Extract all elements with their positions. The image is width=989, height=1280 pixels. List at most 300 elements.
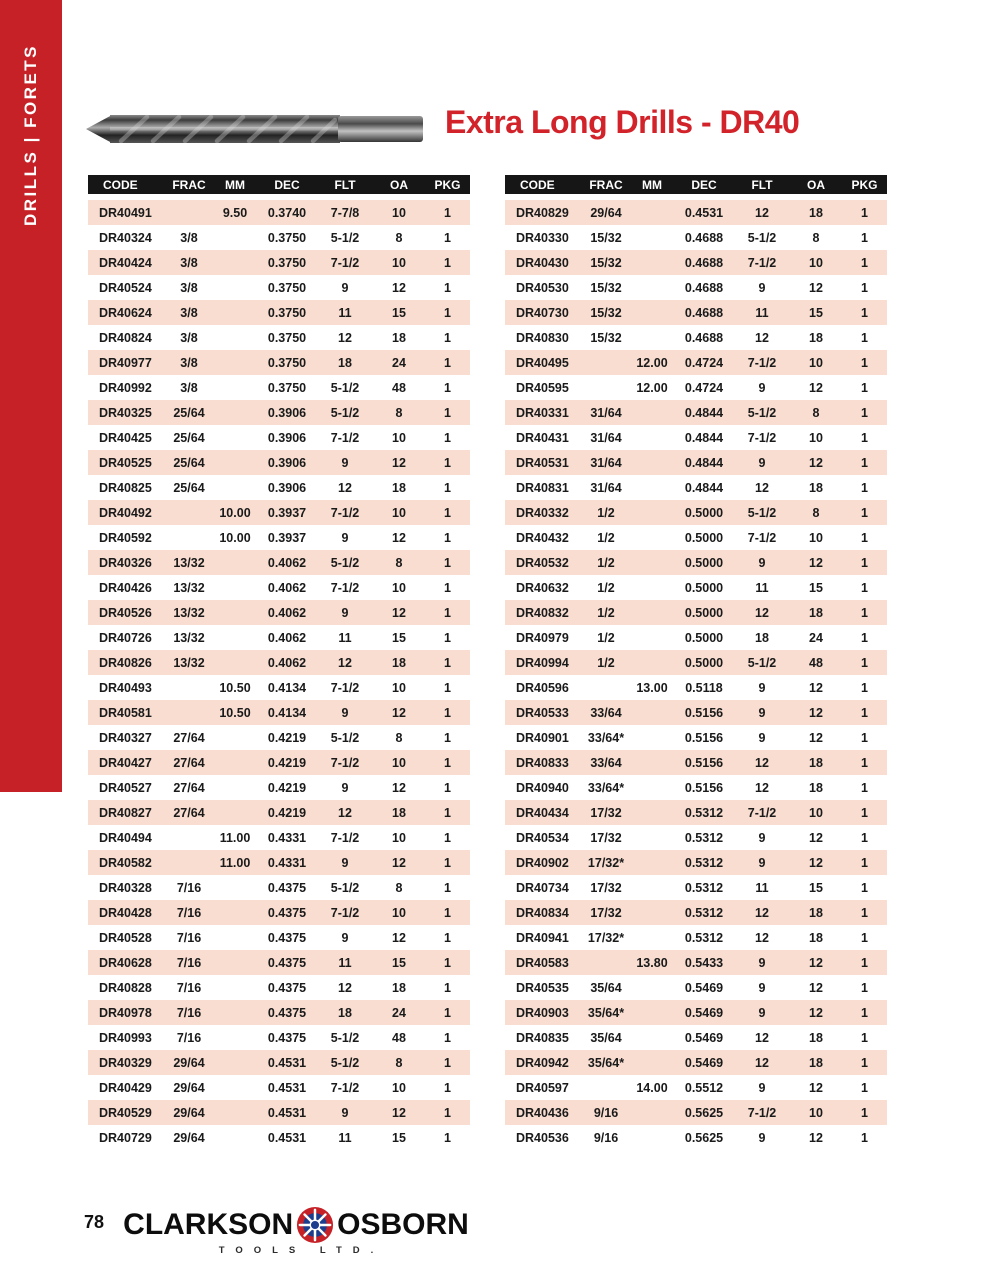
cell-dec: 0.4375 <box>257 950 317 975</box>
cell-frac: 1/2 <box>582 550 630 575</box>
cell-dec: 0.4062 <box>257 650 317 675</box>
cell-flt: 12 <box>734 200 790 225</box>
cell-pkg: 1 <box>842 1000 887 1025</box>
table-row <box>88 225 470 250</box>
cell-pkg: 1 <box>425 350 470 375</box>
cell-pkg: 1 <box>842 575 887 600</box>
cell-oa: 12 <box>790 825 842 850</box>
table-row <box>505 450 887 475</box>
table-row <box>88 525 470 550</box>
cell-frac: 17/32 <box>582 900 630 925</box>
cell-mm <box>213 1100 257 1125</box>
cell-flt: 12 <box>317 325 373 350</box>
cell-mm <box>213 1125 257 1150</box>
cell-dec: 0.3750 <box>257 325 317 350</box>
cell-flt: 9 <box>317 450 373 475</box>
cell-code: DR40940 <box>505 775 582 800</box>
cell-mm <box>213 650 257 675</box>
cell-flt: 11 <box>317 950 373 975</box>
cell-oa: 24 <box>373 1000 425 1025</box>
cell-flt: 9 <box>734 675 790 700</box>
table-row <box>88 500 470 525</box>
cell-dec: 0.3937 <box>257 525 317 550</box>
cell-flt: 11 <box>734 300 790 325</box>
cell-oa: 10 <box>373 250 425 275</box>
cell-code: DR40835 <box>505 1025 582 1050</box>
table-row <box>505 875 887 900</box>
cell-dec: 0.4062 <box>257 575 317 600</box>
cell-pkg: 1 <box>425 250 470 275</box>
table-row <box>505 750 887 775</box>
cell-code: DR40596 <box>505 675 582 700</box>
cell-oa: 18 <box>373 975 425 1000</box>
cell-code: DR40492 <box>88 500 165 525</box>
cell-pkg: 1 <box>842 875 887 900</box>
cell-flt: 9 <box>317 850 373 875</box>
cell-dec: 0.4531 <box>257 1050 317 1075</box>
cell-dec: 0.5312 <box>674 900 734 925</box>
cell-frac: 7/16 <box>165 1000 213 1025</box>
cell-mm <box>213 750 257 775</box>
logo-tools-ltd: TOOLS LTD. <box>218 1245 385 1256</box>
cell-frac: 27/64 <box>165 775 213 800</box>
cell-oa: 12 <box>790 275 842 300</box>
cell-frac <box>165 525 213 550</box>
cell-dec: 0.4219 <box>257 725 317 750</box>
cell-flt: 7-1/2 <box>734 525 790 550</box>
cell-code: DR40535 <box>505 975 582 1000</box>
cell-pkg: 1 <box>842 800 887 825</box>
cell-frac: 3/8 <box>165 350 213 375</box>
cell-dec: 0.3750 <box>257 350 317 375</box>
table-row <box>505 325 887 350</box>
table-row <box>88 400 470 425</box>
cell-pkg: 1 <box>842 600 887 625</box>
cell-code: DR40494 <box>88 825 165 850</box>
cell-pkg: 1 <box>425 975 470 1000</box>
cell-dec: 0.5156 <box>674 750 734 775</box>
cell-dec: 0.4531 <box>257 1075 317 1100</box>
cell-dec: 0.4724 <box>674 375 734 400</box>
cell-pkg: 1 <box>842 775 887 800</box>
cell-flt: 7-1/2 <box>317 1075 373 1100</box>
cell-code: DR40993 <box>88 1025 165 1050</box>
cell-flt: 12 <box>734 900 790 925</box>
cell-oa: 18 <box>790 900 842 925</box>
cell-oa: 8 <box>373 875 425 900</box>
cell-mm <box>630 600 674 625</box>
cell-code: DR40726 <box>88 625 165 650</box>
cell-pkg: 1 <box>842 475 887 500</box>
cell-pkg: 1 <box>842 850 887 875</box>
cell-pkg: 1 <box>842 325 887 350</box>
cell-code: DR40332 <box>505 500 582 525</box>
cell-mm <box>213 600 257 625</box>
cell-dec: 0.3750 <box>257 300 317 325</box>
cell-code: DR40428 <box>88 900 165 925</box>
cell-mm <box>630 625 674 650</box>
cell-oa: 12 <box>373 850 425 875</box>
table-row <box>505 825 887 850</box>
column-header-dec: DEC <box>257 175 317 200</box>
cell-code: DR40824 <box>88 325 165 350</box>
cell-frac: 9/16 <box>582 1125 630 1150</box>
cell-mm <box>213 875 257 900</box>
cell-flt: 12 <box>734 600 790 625</box>
gear-emblem-icon <box>296 1206 334 1244</box>
cell-mm <box>630 1050 674 1075</box>
cell-oa: 12 <box>790 375 842 400</box>
cell-pkg: 1 <box>842 375 887 400</box>
cell-dec: 0.5000 <box>674 625 734 650</box>
table-row <box>88 700 470 725</box>
cell-mm <box>213 1050 257 1075</box>
cell-dec: 0.5000 <box>674 550 734 575</box>
cell-pkg: 1 <box>425 900 470 925</box>
cell-frac: 25/64 <box>165 400 213 425</box>
cell-code: DR40624 <box>88 300 165 325</box>
column-header-oa: OA <box>790 175 842 200</box>
cell-pkg: 1 <box>425 625 470 650</box>
cell-oa: 10 <box>790 350 842 375</box>
cell-frac: 15/32 <box>582 250 630 275</box>
cell-pkg: 1 <box>425 475 470 500</box>
cell-dec: 0.3750 <box>257 250 317 275</box>
cell-oa: 18 <box>790 1050 842 1075</box>
cell-frac: 29/64 <box>165 1125 213 1150</box>
cell-flt: 5-1/2 <box>317 400 373 425</box>
cell-frac: 33/64* <box>582 725 630 750</box>
cell-frac: 35/64 <box>582 1025 630 1050</box>
cell-frac: 31/64 <box>582 475 630 500</box>
column-header-flt: FLT <box>734 175 790 200</box>
cell-flt: 9 <box>734 850 790 875</box>
cell-pkg: 1 <box>842 1100 887 1125</box>
cell-mm <box>213 475 257 500</box>
cell-flt: 9 <box>734 550 790 575</box>
cell-flt: 11 <box>734 575 790 600</box>
cell-mm <box>213 950 257 975</box>
table-row <box>88 350 470 375</box>
table-row <box>505 1000 887 1025</box>
cell-code: DR40424 <box>88 250 165 275</box>
cell-oa: 8 <box>790 500 842 525</box>
cell-flt: 9 <box>734 725 790 750</box>
cell-flt: 9 <box>734 275 790 300</box>
cell-mm <box>630 875 674 900</box>
cell-dec: 0.5469 <box>674 975 734 1000</box>
cell-frac <box>582 350 630 375</box>
cell-oa: 24 <box>790 625 842 650</box>
cell-dec: 0.3937 <box>257 500 317 525</box>
table-row <box>505 575 887 600</box>
cell-frac: 31/64 <box>582 400 630 425</box>
cell-flt: 7-1/2 <box>734 1100 790 1125</box>
table-row <box>505 425 887 450</box>
cell-oa: 10 <box>373 200 425 225</box>
cell-pkg: 1 <box>842 675 887 700</box>
cell-frac: 13/32 <box>165 600 213 625</box>
cell-mm: 14.00 <box>630 1075 674 1100</box>
cell-frac: 33/64 <box>582 700 630 725</box>
cell-flt: 9 <box>317 775 373 800</box>
column-header-oa: OA <box>373 175 425 200</box>
cell-pkg: 1 <box>425 875 470 900</box>
cell-mm <box>630 425 674 450</box>
cell-dec: 0.5469 <box>674 1050 734 1075</box>
table-header-row <box>505 175 887 200</box>
cell-code: DR40941 <box>505 925 582 950</box>
cell-oa: 18 <box>790 200 842 225</box>
cell-flt: 7-1/2 <box>734 425 790 450</box>
cell-oa: 12 <box>790 675 842 700</box>
cell-pkg: 1 <box>842 950 887 975</box>
cell-oa: 12 <box>790 975 842 1000</box>
cell-frac: 27/64 <box>165 725 213 750</box>
cell-oa: 12 <box>790 550 842 575</box>
cell-oa: 12 <box>790 1125 842 1150</box>
cell-code: DR40526 <box>88 600 165 625</box>
cell-frac <box>165 200 213 225</box>
cell-mm <box>630 925 674 950</box>
cell-oa: 15 <box>373 300 425 325</box>
cell-mm <box>213 625 257 650</box>
cell-code: DR40828 <box>88 975 165 1000</box>
cell-code: DR40426 <box>88 575 165 600</box>
column-header-mm: MM <box>213 175 257 200</box>
cell-frac: 29/64 <box>165 1075 213 1100</box>
table-row <box>505 850 887 875</box>
table-row <box>505 775 887 800</box>
cell-pkg: 1 <box>425 450 470 475</box>
cell-dec: 0.4688 <box>674 275 734 300</box>
cell-oa: 12 <box>373 1100 425 1125</box>
cell-frac: 33/64 <box>582 750 630 775</box>
cell-code: DR40829 <box>505 200 582 225</box>
cell-frac: 1/2 <box>582 525 630 550</box>
cell-flt: 9 <box>734 1125 790 1150</box>
cell-dec: 0.4688 <box>674 325 734 350</box>
cell-mm <box>213 400 257 425</box>
page-title: Extra Long Drills - DR40 <box>445 104 800 140</box>
cell-dec: 0.5156 <box>674 700 734 725</box>
cell-code: DR40331 <box>505 400 582 425</box>
cell-flt: 12 <box>734 775 790 800</box>
cell-code: DR40528 <box>88 925 165 950</box>
cell-code: DR40831 <box>505 475 582 500</box>
cell-code: DR40329 <box>88 1050 165 1075</box>
cell-dec: 0.4688 <box>674 250 734 275</box>
cell-mm <box>630 325 674 350</box>
cell-frac: 13/32 <box>165 625 213 650</box>
cell-dec: 0.4844 <box>674 450 734 475</box>
cell-pkg: 1 <box>425 400 470 425</box>
table-row <box>88 1125 470 1150</box>
cell-mm <box>213 275 257 300</box>
cell-flt: 12 <box>317 650 373 675</box>
cell-frac: 3/8 <box>165 250 213 275</box>
cell-code: DR40903 <box>505 1000 582 1025</box>
cell-flt: 7-1/2 <box>317 500 373 525</box>
cell-mm <box>213 425 257 450</box>
cell-mm <box>213 350 257 375</box>
table-row <box>88 725 470 750</box>
cell-pkg: 1 <box>425 725 470 750</box>
cell-mm <box>630 400 674 425</box>
cell-flt: 7-1/2 <box>734 250 790 275</box>
cell-mm <box>213 450 257 475</box>
cell-dec: 0.5000 <box>674 575 734 600</box>
cell-flt: 9 <box>317 700 373 725</box>
cell-mm <box>213 925 257 950</box>
cell-dec: 0.4134 <box>257 700 317 725</box>
cell-mm <box>630 200 674 225</box>
cell-dec: 0.5625 <box>674 1100 734 1125</box>
cell-code: DR40583 <box>505 950 582 975</box>
table-row <box>88 625 470 650</box>
table-row <box>88 425 470 450</box>
cell-dec: 0.5000 <box>674 525 734 550</box>
cell-oa: 12 <box>373 525 425 550</box>
cell-flt: 5-1/2 <box>734 225 790 250</box>
cell-code: DR40978 <box>88 1000 165 1025</box>
cell-dec: 0.4375 <box>257 875 317 900</box>
cell-mm: 10.00 <box>213 500 257 525</box>
cell-dec: 0.5469 <box>674 1000 734 1025</box>
cell-flt: 9 <box>317 525 373 550</box>
cell-mm: 10.50 <box>213 675 257 700</box>
cell-oa: 48 <box>373 1025 425 1050</box>
cell-frac: 27/64 <box>165 800 213 825</box>
cell-code: DR40582 <box>88 850 165 875</box>
cell-frac: 1/2 <box>582 600 630 625</box>
cell-oa: 10 <box>373 825 425 850</box>
cell-oa: 12 <box>373 450 425 475</box>
cell-mm <box>630 900 674 925</box>
table-row <box>505 1075 887 1100</box>
cell-frac <box>582 675 630 700</box>
cell-dec: 0.4375 <box>257 1025 317 1050</box>
cell-frac: 29/64 <box>165 1050 213 1075</box>
cell-pkg: 1 <box>425 700 470 725</box>
table-row <box>88 850 470 875</box>
cell-pkg: 1 <box>425 1050 470 1075</box>
cell-flt: 9 <box>734 950 790 975</box>
cell-dec: 0.3740 <box>257 200 317 225</box>
cell-pkg: 1 <box>425 325 470 350</box>
cell-oa: 24 <box>373 350 425 375</box>
cell-oa: 10 <box>373 750 425 775</box>
cell-pkg: 1 <box>425 1025 470 1050</box>
cell-oa: 10 <box>373 425 425 450</box>
table-row <box>88 325 470 350</box>
table-row <box>88 600 470 625</box>
cell-pkg: 1 <box>842 1125 887 1150</box>
table-row <box>505 1125 887 1150</box>
cell-code: DR40734 <box>505 875 582 900</box>
cell-frac: 15/32 <box>582 300 630 325</box>
cell-frac: 7/16 <box>165 900 213 925</box>
cell-mm <box>213 325 257 350</box>
cell-dec: 0.5156 <box>674 725 734 750</box>
cell-frac: 1/2 <box>582 625 630 650</box>
cell-code: DR40325 <box>88 400 165 425</box>
column-header-dec: DEC <box>674 175 734 200</box>
table-row <box>505 650 887 675</box>
cell-frac: 35/64* <box>582 1050 630 1075</box>
cell-mm <box>213 900 257 925</box>
cell-oa: 18 <box>373 650 425 675</box>
cell-flt: 11 <box>317 1125 373 1150</box>
cell-dec: 0.4688 <box>674 225 734 250</box>
cell-flt: 7-1/2 <box>734 800 790 825</box>
cell-flt: 5-1/2 <box>734 500 790 525</box>
cell-frac: 1/2 <box>582 575 630 600</box>
cell-mm <box>630 850 674 875</box>
cell-frac: 15/32 <box>582 325 630 350</box>
cell-dec: 0.4375 <box>257 900 317 925</box>
cell-dec: 0.4062 <box>257 550 317 575</box>
sidebar-tab <box>0 0 62 792</box>
cell-code: DR40979 <box>505 625 582 650</box>
table-row <box>505 400 887 425</box>
cell-oa: 12 <box>373 275 425 300</box>
cell-mm <box>630 750 674 775</box>
cell-pkg: 1 <box>842 425 887 450</box>
cell-code: DR40994 <box>505 650 582 675</box>
cell-oa: 12 <box>790 1075 842 1100</box>
cell-frac: 25/64 <box>165 450 213 475</box>
cell-mm <box>630 525 674 550</box>
cell-frac: 35/64* <box>582 1000 630 1025</box>
cell-dec: 0.5312 <box>674 875 734 900</box>
cell-oa: 12 <box>790 950 842 975</box>
cell-frac: 17/32* <box>582 925 630 950</box>
cell-frac: 3/8 <box>165 325 213 350</box>
table-row <box>88 300 470 325</box>
cell-dec: 0.4844 <box>674 425 734 450</box>
cell-frac: 33/64* <box>582 775 630 800</box>
table-row <box>88 1075 470 1100</box>
column-header-frac: FRAC <box>165 175 213 200</box>
cell-pkg: 1 <box>842 625 887 650</box>
cell-flt: 9 <box>734 700 790 725</box>
cell-dec: 0.5312 <box>674 850 734 875</box>
column-header-mm: MM <box>630 175 674 200</box>
cell-pkg: 1 <box>842 900 887 925</box>
cell-code: DR40581 <box>88 700 165 725</box>
cell-code: DR40493 <box>88 675 165 700</box>
cell-oa: 12 <box>790 850 842 875</box>
cell-flt: 12 <box>317 475 373 500</box>
cell-mm: 11.00 <box>213 850 257 875</box>
cell-flt: 12 <box>734 1025 790 1050</box>
cell-pkg: 1 <box>425 950 470 975</box>
cell-code: DR40330 <box>505 225 582 250</box>
cell-mm <box>213 250 257 275</box>
cell-oa: 15 <box>790 575 842 600</box>
cell-code: DR40427 <box>88 750 165 775</box>
table-row <box>88 975 470 1000</box>
table-row <box>88 750 470 775</box>
cell-oa: 8 <box>373 550 425 575</box>
cell-mm <box>630 725 674 750</box>
cell-frac <box>165 700 213 725</box>
cell-oa: 15 <box>790 300 842 325</box>
cell-mm <box>630 825 674 850</box>
cell-oa: 8 <box>373 225 425 250</box>
cell-dec: 0.5118 <box>674 675 734 700</box>
